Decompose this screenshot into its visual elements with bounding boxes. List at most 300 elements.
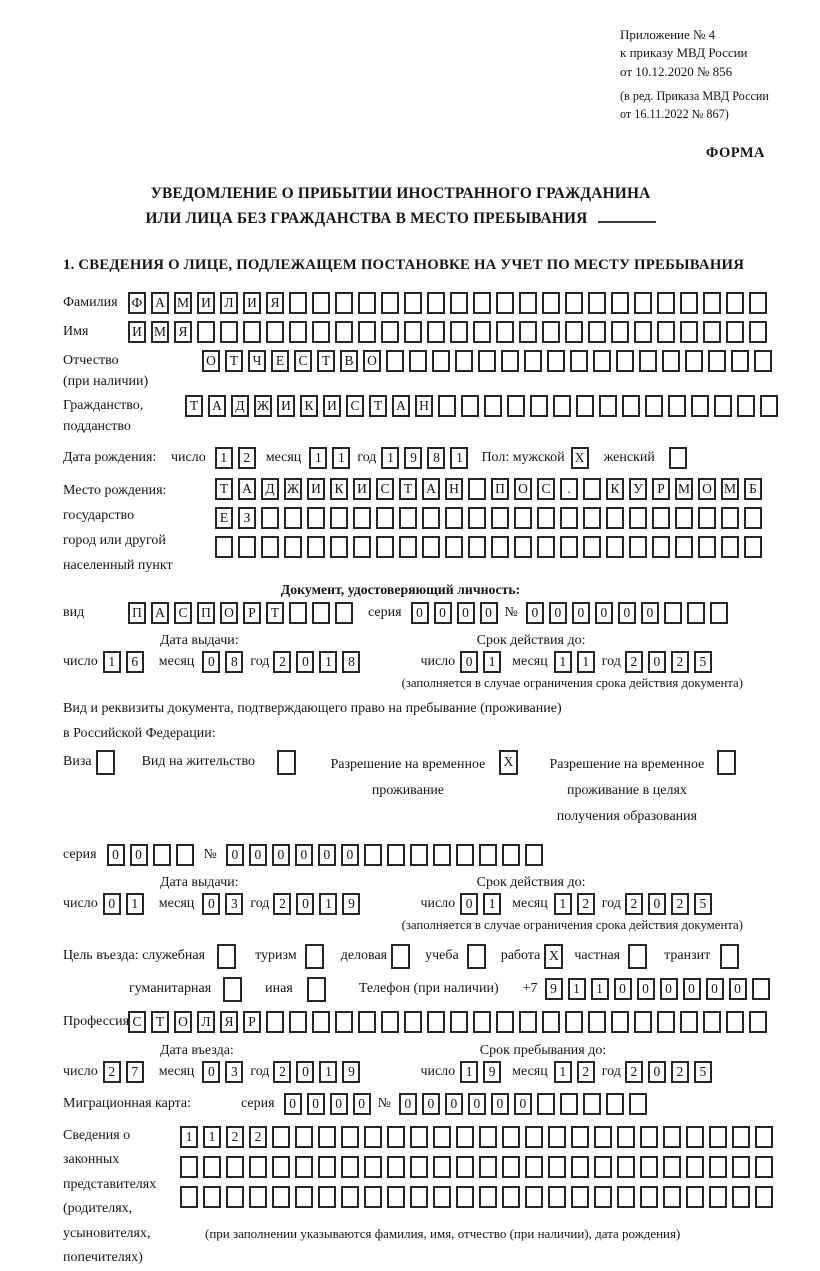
birth-place-row2-cell[interactable] bbox=[399, 507, 417, 529]
id-doc-number-cell[interactable] bbox=[687, 602, 705, 624]
birth-place-row3-cell[interactable] bbox=[698, 536, 716, 558]
permit-valid-month-cell[interactable]: 1 bbox=[554, 893, 572, 915]
residence-permit-checkbox-cell[interactable] bbox=[277, 750, 296, 775]
profession-cell[interactable] bbox=[749, 1011, 767, 1033]
birth-place-row2-cell[interactable] bbox=[261, 507, 279, 529]
representatives-row1-cell[interactable] bbox=[640, 1126, 658, 1148]
profession-cell[interactable] bbox=[427, 1011, 445, 1033]
permit-valid-year-cell[interactable]: 0 bbox=[648, 893, 666, 915]
birth-place-row3-cell[interactable] bbox=[330, 536, 348, 558]
representatives-row1-cell[interactable] bbox=[663, 1126, 681, 1148]
representatives-row2-cell[interactable] bbox=[410, 1156, 428, 1178]
profession-cell[interactable] bbox=[680, 1011, 698, 1033]
permit-number-cell[interactable] bbox=[387, 844, 405, 866]
patronymic-cell[interactable] bbox=[616, 350, 634, 372]
birth-place-row1-cell[interactable]: У bbox=[629, 478, 647, 500]
surname-cell[interactable]: Ф bbox=[128, 292, 146, 314]
stay-year-cell[interactable]: 5 bbox=[694, 1061, 712, 1083]
representatives-row2-cell[interactable] bbox=[686, 1156, 704, 1178]
citizenship-cell[interactable] bbox=[484, 395, 502, 417]
profession-cell[interactable] bbox=[496, 1011, 514, 1033]
representatives-row3-cell[interactable] bbox=[594, 1186, 612, 1208]
patronymic-cell[interactable] bbox=[432, 350, 450, 372]
profession-cell[interactable] bbox=[657, 1011, 675, 1033]
migration-number-cell[interactable] bbox=[560, 1093, 578, 1115]
profession-cell[interactable] bbox=[358, 1011, 376, 1033]
representatives-row2-cell[interactable] bbox=[249, 1156, 267, 1178]
migration-number-cell[interactable]: 0 bbox=[468, 1093, 486, 1115]
representatives-row2-cell[interactable] bbox=[387, 1156, 405, 1178]
profession-cell[interactable] bbox=[726, 1011, 744, 1033]
representatives-row1-cell[interactable] bbox=[571, 1126, 589, 1148]
representatives-row2-cell[interactable] bbox=[318, 1156, 336, 1178]
patronymic-cell[interactable] bbox=[662, 350, 680, 372]
representatives-row1-cell[interactable] bbox=[686, 1126, 704, 1148]
birth-place-row1-cell[interactable]: . bbox=[560, 478, 578, 500]
permit-valid-year-cell[interactable]: 2 bbox=[671, 893, 689, 915]
permit-number-cell[interactable]: 0 bbox=[249, 844, 267, 866]
birth-place-row3-cell[interactable] bbox=[744, 536, 762, 558]
profession-cell[interactable] bbox=[266, 1011, 284, 1033]
representatives-row1-cell[interactable] bbox=[456, 1126, 474, 1148]
birth-month-cell[interactable]: 1 bbox=[309, 447, 327, 469]
stay-day-cell[interactable]: 9 bbox=[483, 1061, 501, 1083]
permit-valid-year-cell[interactable]: 2 bbox=[625, 893, 643, 915]
birth-place-row1-cell[interactable]: Д bbox=[261, 478, 279, 500]
birth-place-row3-cell[interactable] bbox=[215, 536, 233, 558]
representatives-row2-cell[interactable] bbox=[295, 1156, 313, 1178]
surname-cell[interactable] bbox=[312, 292, 330, 314]
id-doc-series-cell[interactable]: 0 bbox=[434, 602, 452, 624]
surname-cell[interactable] bbox=[542, 292, 560, 314]
patronymic-cell[interactable]: О bbox=[202, 350, 220, 372]
surname-cell[interactable]: И bbox=[243, 292, 261, 314]
id-doc-type-cell[interactable]: Т bbox=[266, 602, 284, 624]
birth-place-row3-cell[interactable] bbox=[422, 536, 440, 558]
surname-cell[interactable] bbox=[680, 292, 698, 314]
patronymic-cell[interactable] bbox=[547, 350, 565, 372]
birth-place-row3-cell[interactable] bbox=[238, 536, 256, 558]
name-cell[interactable] bbox=[266, 321, 284, 343]
birth-place-row1-cell[interactable]: Ж bbox=[284, 478, 302, 500]
birth-place-row1-cell[interactable]: А bbox=[422, 478, 440, 500]
name-cell[interactable] bbox=[381, 321, 399, 343]
representatives-row1-cell[interactable] bbox=[387, 1126, 405, 1148]
representatives-row2-cell[interactable] bbox=[709, 1156, 727, 1178]
representatives-row1-cell[interactable] bbox=[755, 1126, 773, 1148]
permit-number-cell[interactable] bbox=[433, 844, 451, 866]
patronymic-cell[interactable] bbox=[754, 350, 772, 372]
birth-place-row1-cell[interactable]: И bbox=[307, 478, 325, 500]
name-cell[interactable] bbox=[749, 321, 767, 343]
birth-month-cell[interactable]: 1 bbox=[332, 447, 350, 469]
birth-place-row1-cell[interactable]: С bbox=[537, 478, 555, 500]
sex-female-checkbox-cell[interactable] bbox=[669, 447, 687, 469]
birth-place-row3-cell[interactable] bbox=[721, 536, 739, 558]
representatives-row1-cell[interactable] bbox=[594, 1126, 612, 1148]
representatives-row1-cell[interactable] bbox=[272, 1126, 290, 1148]
representatives-row3-cell[interactable] bbox=[318, 1186, 336, 1208]
patronymic-cell[interactable] bbox=[478, 350, 496, 372]
id-valid-month-cell[interactable]: 1 bbox=[577, 651, 595, 673]
migration-number-cell[interactable]: 0 bbox=[399, 1093, 417, 1115]
sex-male-checkbox-cell[interactable]: X bbox=[571, 447, 589, 469]
representatives-row3-cell[interactable] bbox=[272, 1186, 290, 1208]
birth-place-row3-cell[interactable] bbox=[560, 536, 578, 558]
name-cell[interactable] bbox=[473, 321, 491, 343]
representatives-row1-cell[interactable] bbox=[341, 1126, 359, 1148]
birth-place-row3-cell[interactable] bbox=[675, 536, 693, 558]
profession-cell[interactable] bbox=[335, 1011, 353, 1033]
representatives-row2-cell[interactable] bbox=[617, 1156, 635, 1178]
permit-issue-year-cell[interactable]: 9 bbox=[342, 893, 360, 915]
surname-cell[interactable] bbox=[358, 292, 376, 314]
surname-cell[interactable]: М bbox=[174, 292, 192, 314]
profession-cell[interactable]: О bbox=[174, 1011, 192, 1033]
id-doc-number-cell[interactable]: 0 bbox=[618, 602, 636, 624]
permit-number-cell[interactable] bbox=[410, 844, 428, 866]
name-cell[interactable] bbox=[634, 321, 652, 343]
id-valid-year-cell[interactable]: 2 bbox=[671, 651, 689, 673]
surname-cell[interactable] bbox=[427, 292, 445, 314]
entry-month-cell[interactable]: 3 bbox=[225, 1061, 243, 1083]
birth-place-row2-cell[interactable] bbox=[330, 507, 348, 529]
citizenship-cell[interactable] bbox=[668, 395, 686, 417]
representatives-row2-cell[interactable] bbox=[180, 1156, 198, 1178]
representatives-row2-cell[interactable] bbox=[272, 1156, 290, 1178]
profession-cell[interactable] bbox=[289, 1011, 307, 1033]
phone-number-cell[interactable]: 0 bbox=[637, 978, 655, 1000]
permit-series-cell[interactable] bbox=[153, 844, 171, 866]
entry-year-cell[interactable]: 0 bbox=[296, 1061, 314, 1083]
representatives-row1-cell[interactable] bbox=[525, 1126, 543, 1148]
birth-place-row2-cell[interactable] bbox=[744, 507, 762, 529]
patronymic-cell[interactable]: С bbox=[294, 350, 312, 372]
id-valid-day-cell[interactable]: 0 bbox=[460, 651, 478, 673]
representatives-row1-cell[interactable] bbox=[295, 1126, 313, 1148]
phone-number-cell[interactable]: 0 bbox=[683, 978, 701, 1000]
surname-cell[interactable] bbox=[611, 292, 629, 314]
patronymic-cell[interactable]: В bbox=[340, 350, 358, 372]
name-cell[interactable] bbox=[703, 321, 721, 343]
representatives-row3-cell[interactable] bbox=[433, 1186, 451, 1208]
phone-number-cell[interactable]: 0 bbox=[729, 978, 747, 1000]
citizenship-cell[interactable] bbox=[645, 395, 663, 417]
surname-cell[interactable] bbox=[519, 292, 537, 314]
birth-place-row2-cell[interactable] bbox=[514, 507, 532, 529]
birth-place-row2-cell[interactable] bbox=[583, 507, 601, 529]
birth-place-row2-cell[interactable]: З bbox=[238, 507, 256, 529]
birth-place-row1-cell[interactable]: Р bbox=[652, 478, 670, 500]
representatives-row1-cell[interactable] bbox=[433, 1126, 451, 1148]
profession-cell[interactable]: Я bbox=[220, 1011, 238, 1033]
birth-place-row1-cell[interactable]: Н bbox=[445, 478, 463, 500]
birth-place-row3-cell[interactable] bbox=[606, 536, 624, 558]
representatives-row2-cell[interactable] bbox=[548, 1156, 566, 1178]
birth-place-row1-cell[interactable]: К bbox=[330, 478, 348, 500]
surname-cell[interactable]: А bbox=[151, 292, 169, 314]
migration-number-cell[interactable] bbox=[606, 1093, 624, 1115]
birth-place-row1-cell[interactable]: Т bbox=[399, 478, 417, 500]
representatives-row3-cell[interactable] bbox=[617, 1186, 635, 1208]
surname-cell[interactable]: Л bbox=[220, 292, 238, 314]
permit-issue-year-cell[interactable]: 2 bbox=[273, 893, 291, 915]
birth-place-row3-cell[interactable] bbox=[491, 536, 509, 558]
name-cell[interactable] bbox=[243, 321, 261, 343]
birth-place-row3-cell[interactable] bbox=[284, 536, 302, 558]
permit-series-cell[interactable] bbox=[176, 844, 194, 866]
birth-place-row2-cell[interactable] bbox=[606, 507, 624, 529]
migration-number-cell[interactable]: 0 bbox=[422, 1093, 440, 1115]
citizenship-cell[interactable] bbox=[553, 395, 571, 417]
permit-number-cell[interactable]: 0 bbox=[272, 844, 290, 866]
representatives-row2-cell[interactable] bbox=[456, 1156, 474, 1178]
surname-cell[interactable] bbox=[335, 292, 353, 314]
citizenship-cell[interactable] bbox=[691, 395, 709, 417]
surname-cell[interactable] bbox=[634, 292, 652, 314]
entry-day-cell[interactable]: 2 bbox=[103, 1061, 121, 1083]
purpose-study-cell[interactable] bbox=[467, 944, 486, 969]
id-doc-type-cell[interactable] bbox=[335, 602, 353, 624]
profession-cell[interactable] bbox=[473, 1011, 491, 1033]
patronymic-cell[interactable] bbox=[524, 350, 542, 372]
citizenship-cell[interactable] bbox=[461, 395, 479, 417]
citizenship-cell[interactable] bbox=[530, 395, 548, 417]
citizenship-cell[interactable]: С bbox=[346, 395, 364, 417]
id-issue-day-cell[interactable]: 1 bbox=[103, 651, 121, 673]
id-doc-number-cell[interactable] bbox=[664, 602, 682, 624]
id-doc-series-cell[interactable]: 0 bbox=[457, 602, 475, 624]
birth-place-row1-cell[interactable] bbox=[468, 478, 486, 500]
citizenship-cell[interactable] bbox=[737, 395, 755, 417]
birth-place-row3-cell[interactable] bbox=[468, 536, 486, 558]
purpose-official-cell[interactable] bbox=[217, 944, 236, 969]
temp-residence-checkbox-cell[interactable]: X bbox=[499, 750, 518, 775]
birth-place-row2-cell[interactable] bbox=[468, 507, 486, 529]
representatives-row3-cell[interactable] bbox=[732, 1186, 750, 1208]
id-issue-year-cell[interactable]: 8 bbox=[342, 651, 360, 673]
profession-cell[interactable] bbox=[634, 1011, 652, 1033]
representatives-row2-cell[interactable] bbox=[640, 1156, 658, 1178]
birth-place-row2-cell[interactable] bbox=[376, 507, 394, 529]
birth-place-row2-cell[interactable] bbox=[652, 507, 670, 529]
name-cell[interactable] bbox=[519, 321, 537, 343]
permit-issue-day-cell[interactable]: 0 bbox=[103, 893, 121, 915]
permit-valid-year-cell[interactable]: 5 bbox=[694, 893, 712, 915]
profession-cell[interactable] bbox=[611, 1011, 629, 1033]
permit-valid-day-cell[interactable]: 1 bbox=[483, 893, 501, 915]
profession-cell[interactable]: Т bbox=[151, 1011, 169, 1033]
id-issue-day-cell[interactable]: 6 bbox=[126, 651, 144, 673]
surname-cell[interactable] bbox=[496, 292, 514, 314]
permit-valid-month-cell[interactable]: 2 bbox=[577, 893, 595, 915]
patronymic-cell[interactable] bbox=[685, 350, 703, 372]
migration-number-cell[interactable] bbox=[537, 1093, 555, 1115]
birth-place-row2-cell[interactable] bbox=[422, 507, 440, 529]
representatives-row2-cell[interactable] bbox=[594, 1156, 612, 1178]
surname-cell[interactable] bbox=[289, 292, 307, 314]
permit-number-cell[interactable] bbox=[364, 844, 382, 866]
representatives-row1-cell[interactable] bbox=[410, 1126, 428, 1148]
phone-number-cell[interactable]: 0 bbox=[660, 978, 678, 1000]
stay-month-cell[interactable]: 2 bbox=[577, 1061, 595, 1083]
visa-checkbox-cell[interactable] bbox=[96, 750, 115, 775]
representatives-row1-cell[interactable] bbox=[479, 1126, 497, 1148]
surname-cell[interactable] bbox=[703, 292, 721, 314]
patronymic-cell[interactable] bbox=[570, 350, 588, 372]
phone-number-cell[interactable]: 1 bbox=[591, 978, 609, 1000]
citizenship-cell[interactable]: К bbox=[300, 395, 318, 417]
representatives-row2-cell[interactable] bbox=[341, 1156, 359, 1178]
profession-cell[interactable] bbox=[542, 1011, 560, 1033]
representatives-row1-cell[interactable] bbox=[709, 1126, 727, 1148]
id-doc-number-cell[interactable]: 0 bbox=[641, 602, 659, 624]
profession-cell[interactable]: С bbox=[128, 1011, 146, 1033]
birth-place-row1-cell[interactable]: Т bbox=[215, 478, 233, 500]
representatives-row2-cell[interactable] bbox=[663, 1156, 681, 1178]
stay-day-cell[interactable]: 1 bbox=[460, 1061, 478, 1083]
representatives-row3-cell[interactable] bbox=[249, 1186, 267, 1208]
id-doc-series-cell[interactable]: 0 bbox=[480, 602, 498, 624]
representatives-row1-cell[interactable] bbox=[502, 1126, 520, 1148]
phone-number-cell[interactable]: 0 bbox=[706, 978, 724, 1000]
representatives-row2-cell[interactable] bbox=[364, 1156, 382, 1178]
name-cell[interactable] bbox=[542, 321, 560, 343]
id-issue-month-cell[interactable]: 0 bbox=[202, 651, 220, 673]
id-doc-type-cell[interactable]: О bbox=[220, 602, 238, 624]
birth-place-row1-cell[interactable]: М bbox=[721, 478, 739, 500]
representatives-row1-cell[interactable]: 1 bbox=[180, 1126, 198, 1148]
profession-cell[interactable] bbox=[450, 1011, 468, 1033]
representatives-row3-cell[interactable] bbox=[410, 1186, 428, 1208]
phone-number-cell[interactable]: 9 bbox=[545, 978, 563, 1000]
birth-place-row3-cell[interactable] bbox=[399, 536, 417, 558]
representatives-row2-cell[interactable] bbox=[433, 1156, 451, 1178]
birth-place-row1-cell[interactable]: С bbox=[376, 478, 394, 500]
phone-number-cell[interactable]: 1 bbox=[568, 978, 586, 1000]
migration-number-cell[interactable]: 0 bbox=[445, 1093, 463, 1115]
name-cell[interactable] bbox=[611, 321, 629, 343]
name-cell[interactable]: Я bbox=[174, 321, 192, 343]
representatives-row3-cell[interactable] bbox=[226, 1186, 244, 1208]
temp-residence-edu-checkbox-cell[interactable] bbox=[717, 750, 736, 775]
surname-cell[interactable] bbox=[726, 292, 744, 314]
surname-cell[interactable]: И bbox=[197, 292, 215, 314]
profession-cell[interactable] bbox=[312, 1011, 330, 1033]
representatives-row3-cell[interactable] bbox=[456, 1186, 474, 1208]
representatives-row3-cell[interactable] bbox=[548, 1186, 566, 1208]
permit-series-cell[interactable]: 0 bbox=[107, 844, 125, 866]
id-valid-year-cell[interactable]: 2 bbox=[625, 651, 643, 673]
name-cell[interactable] bbox=[588, 321, 606, 343]
citizenship-cell[interactable]: Н bbox=[415, 395, 433, 417]
permit-number-cell[interactable] bbox=[502, 844, 520, 866]
birth-place-row3-cell[interactable] bbox=[629, 536, 647, 558]
id-doc-number-cell[interactable]: 0 bbox=[549, 602, 567, 624]
birth-place-row3-cell[interactable] bbox=[445, 536, 463, 558]
citizenship-cell[interactable] bbox=[576, 395, 594, 417]
birth-place-row2-cell[interactable] bbox=[537, 507, 555, 529]
birth-year-cell[interactable]: 1 bbox=[381, 447, 399, 469]
citizenship-cell[interactable]: Д bbox=[231, 395, 249, 417]
birth-place-row3-cell[interactable] bbox=[307, 536, 325, 558]
migration-series-cell[interactable]: 0 bbox=[284, 1093, 302, 1115]
citizenship-cell[interactable] bbox=[622, 395, 640, 417]
birth-place-row3-cell[interactable] bbox=[514, 536, 532, 558]
patronymic-cell[interactable] bbox=[409, 350, 427, 372]
id-valid-day-cell[interactable]: 1 bbox=[483, 651, 501, 673]
representatives-row3-cell[interactable] bbox=[571, 1186, 589, 1208]
phone-number-cell[interactable] bbox=[752, 978, 770, 1000]
profession-cell[interactable] bbox=[703, 1011, 721, 1033]
representatives-row3-cell[interactable] bbox=[364, 1186, 382, 1208]
birth-place-row2-cell[interactable] bbox=[445, 507, 463, 529]
birth-place-row1-cell[interactable]: И bbox=[353, 478, 371, 500]
birth-day-cell[interactable]: 1 bbox=[215, 447, 233, 469]
citizenship-cell[interactable] bbox=[599, 395, 617, 417]
patronymic-cell[interactable] bbox=[455, 350, 473, 372]
id-valid-year-cell[interactable]: 0 bbox=[648, 651, 666, 673]
citizenship-cell[interactable]: И bbox=[323, 395, 341, 417]
birth-place-row1-cell[interactable]: К bbox=[606, 478, 624, 500]
birth-place-row1-cell[interactable]: П bbox=[491, 478, 509, 500]
name-cell[interactable] bbox=[197, 321, 215, 343]
birth-place-row3-cell[interactable] bbox=[376, 536, 394, 558]
birth-place-row1-cell[interactable]: Б bbox=[744, 478, 762, 500]
purpose-work-cell[interactable]: X bbox=[544, 944, 563, 969]
profession-cell[interactable]: Л bbox=[197, 1011, 215, 1033]
citizenship-cell[interactable]: А bbox=[208, 395, 226, 417]
name-cell[interactable] bbox=[289, 321, 307, 343]
name-cell[interactable] bbox=[220, 321, 238, 343]
purpose-business-cell[interactable] bbox=[391, 944, 410, 969]
representatives-row3-cell[interactable] bbox=[640, 1186, 658, 1208]
representatives-row1-cell[interactable] bbox=[318, 1126, 336, 1148]
id-doc-type-cell[interactable] bbox=[312, 602, 330, 624]
id-doc-number-cell[interactable] bbox=[710, 602, 728, 624]
citizenship-cell[interactable]: Т bbox=[369, 395, 387, 417]
migration-number-cell[interactable] bbox=[629, 1093, 647, 1115]
birth-place-row3-cell[interactable] bbox=[537, 536, 555, 558]
representatives-row1-cell[interactable] bbox=[548, 1126, 566, 1148]
representatives-row3-cell[interactable] bbox=[180, 1186, 198, 1208]
citizenship-cell[interactable] bbox=[438, 395, 456, 417]
citizenship-cell[interactable] bbox=[507, 395, 525, 417]
id-valid-year-cell[interactable]: 5 bbox=[694, 651, 712, 673]
id-valid-month-cell[interactable]: 1 bbox=[554, 651, 572, 673]
birth-place-row2-cell[interactable] bbox=[353, 507, 371, 529]
name-cell[interactable] bbox=[496, 321, 514, 343]
id-doc-type-cell[interactable] bbox=[289, 602, 307, 624]
birth-place-row3-cell[interactable] bbox=[583, 536, 601, 558]
name-cell[interactable] bbox=[657, 321, 675, 343]
permit-number-cell[interactable]: 0 bbox=[318, 844, 336, 866]
entry-year-cell[interactable]: 2 bbox=[273, 1061, 291, 1083]
permit-issue-month-cell[interactable]: 3 bbox=[225, 893, 243, 915]
birth-place-row2-cell[interactable] bbox=[560, 507, 578, 529]
id-doc-series-cell[interactable]: 0 bbox=[411, 602, 429, 624]
name-cell[interactable] bbox=[404, 321, 422, 343]
patronymic-cell[interactable] bbox=[501, 350, 519, 372]
name-cell[interactable]: М bbox=[151, 321, 169, 343]
citizenship-cell[interactable] bbox=[760, 395, 778, 417]
migration-series-cell[interactable]: 0 bbox=[330, 1093, 348, 1115]
permit-number-cell[interactable]: 0 bbox=[295, 844, 313, 866]
patronymic-cell[interactable] bbox=[639, 350, 657, 372]
surname-cell[interactable] bbox=[588, 292, 606, 314]
entry-month-cell[interactable]: 0 bbox=[202, 1061, 220, 1083]
name-cell[interactable] bbox=[427, 321, 445, 343]
